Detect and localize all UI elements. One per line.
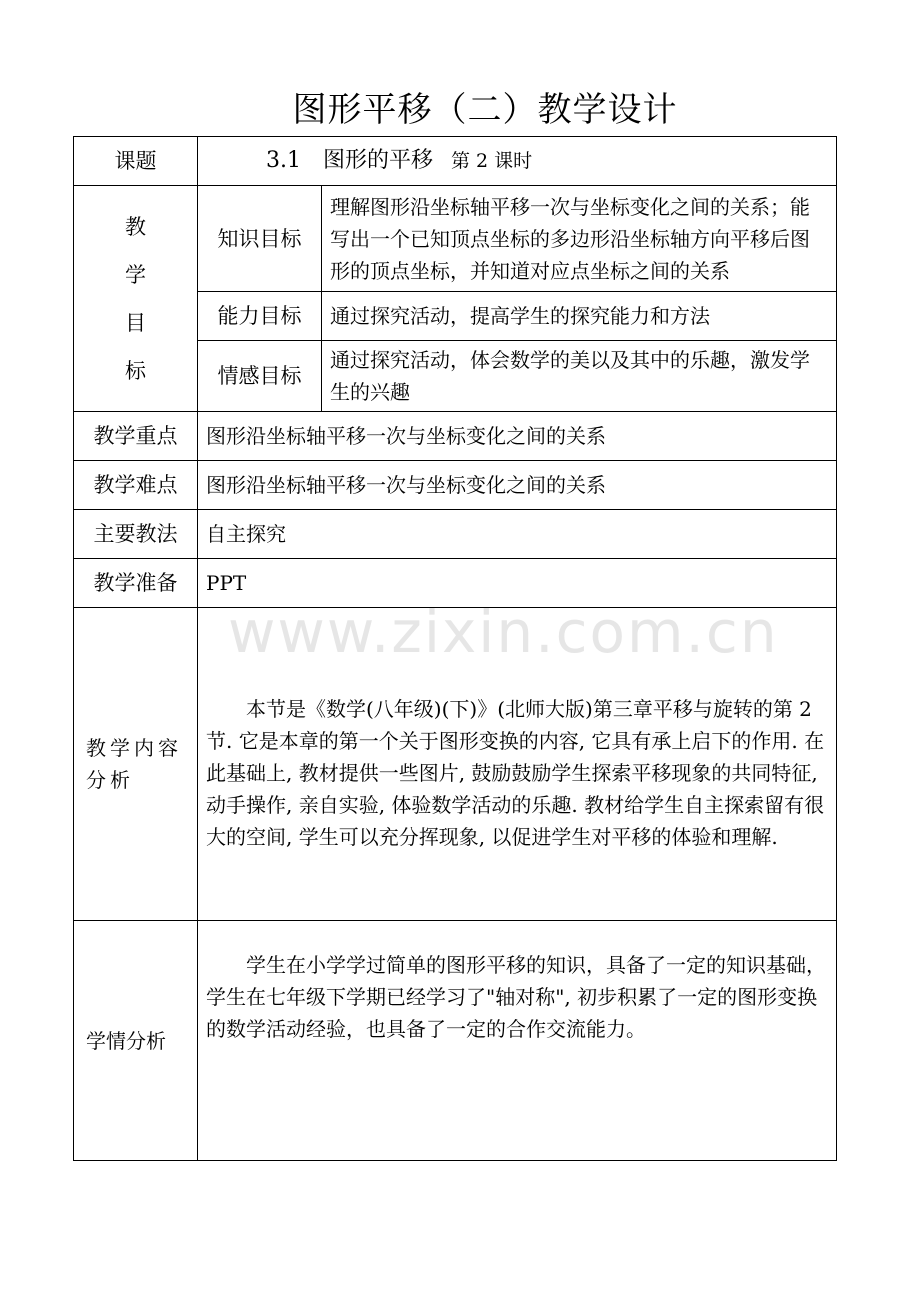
content-analysis-label: 教学内容分析 — [74, 608, 198, 921]
subject-label: 课题 — [74, 137, 198, 186]
knowledge-objective-text: 理解图形沿坐标轴平移一次与坐标变化之间的关系；能写出一个已知顶点坐标的多边形沿坐标轴方向平移后图形的顶点坐标，并知道对应点坐标之间的关系 — [322, 186, 837, 292]
objectives-label-char: 目 — [125, 310, 146, 335]
document-title: 图形平移（二）教学设计 — [292, 90, 678, 130]
method-text: 自主探究 — [198, 510, 837, 559]
objectives-label-char: 标 — [125, 358, 146, 383]
preparation-text: PPT — [198, 559, 837, 608]
key-point-row — [74, 412, 837, 461]
content-analysis-row — [74, 608, 837, 921]
objectives-label-char: 学 — [125, 262, 146, 287]
student-analysis-text: 学生在小学学过简单的图形平移的知识，具备了一定的知识基础，学生在七年级下学期已经学习了"轴对称", 初步积累了一定的图形变换的数学活动经验，也具备了一定的合作交流能力。 — [198, 921, 837, 1161]
method-row — [74, 510, 837, 559]
key-point-text: 图形沿坐标轴平移一次与坐标变化之间的关系 — [198, 412, 837, 461]
ability-objective-text: 通过探究活动，提高学生的探究能力和方法 — [322, 292, 837, 341]
student-analysis-label: 学情分析 — [74, 921, 198, 1161]
difficult-point-text: 图形沿坐标轴平移一次与坐标变化之间的关系 — [198, 461, 837, 510]
knowledge-objective-label: 知识目标 — [198, 186, 322, 292]
key-point-label: 教学重点 — [74, 412, 198, 461]
difficult-point-row — [74, 461, 837, 510]
preparation-label: 教学准备 — [74, 559, 198, 608]
watermark: www.zixin.com.cn — [228, 598, 779, 666]
emotion-objective-text: 通过探究活动，体会数学的美以及其中的乐趣，激发学生的兴趣 — [322, 341, 837, 412]
subject-row — [74, 137, 837, 186]
difficult-point-label: 教学难点 — [74, 461, 198, 510]
lesson-number: 第 2 课时 — [451, 150, 533, 172]
content-analysis-text: 本节是《数学(八年级)(下)》(北师大版)第三章平移与旋转的第 2 节. 它是本章的第一个关于图形变换的内容, 它具有承上启下的作用. 在此基础上, 教材提供一些图片, 鼓励鼓励学生探索平移现象的共同特征, 动手操作, 亲自实验, 体验数学活动的乐趣. 教材给学生自主探索留有很大的空间, 学生可以充分挥现象, 以促进学生对平移的体验和理解. — [198, 608, 837, 921]
student-analysis-row — [74, 921, 837, 1161]
ability-objective-label: 能力目标 — [198, 292, 322, 341]
method-label: 主要教法 — [74, 510, 198, 559]
objectives-label-char: 教 — [125, 214, 146, 239]
objectives-label — [74, 186, 198, 412]
preparation-row — [74, 559, 837, 608]
lesson-plan-table — [73, 136, 837, 1161]
knowledge-objective-row — [74, 186, 837, 292]
subject-value-cell — [198, 137, 837, 186]
subject-value: 3.1 图形的平移 — [266, 148, 433, 173]
emotion-objective-label: 情感目标 — [198, 341, 322, 412]
